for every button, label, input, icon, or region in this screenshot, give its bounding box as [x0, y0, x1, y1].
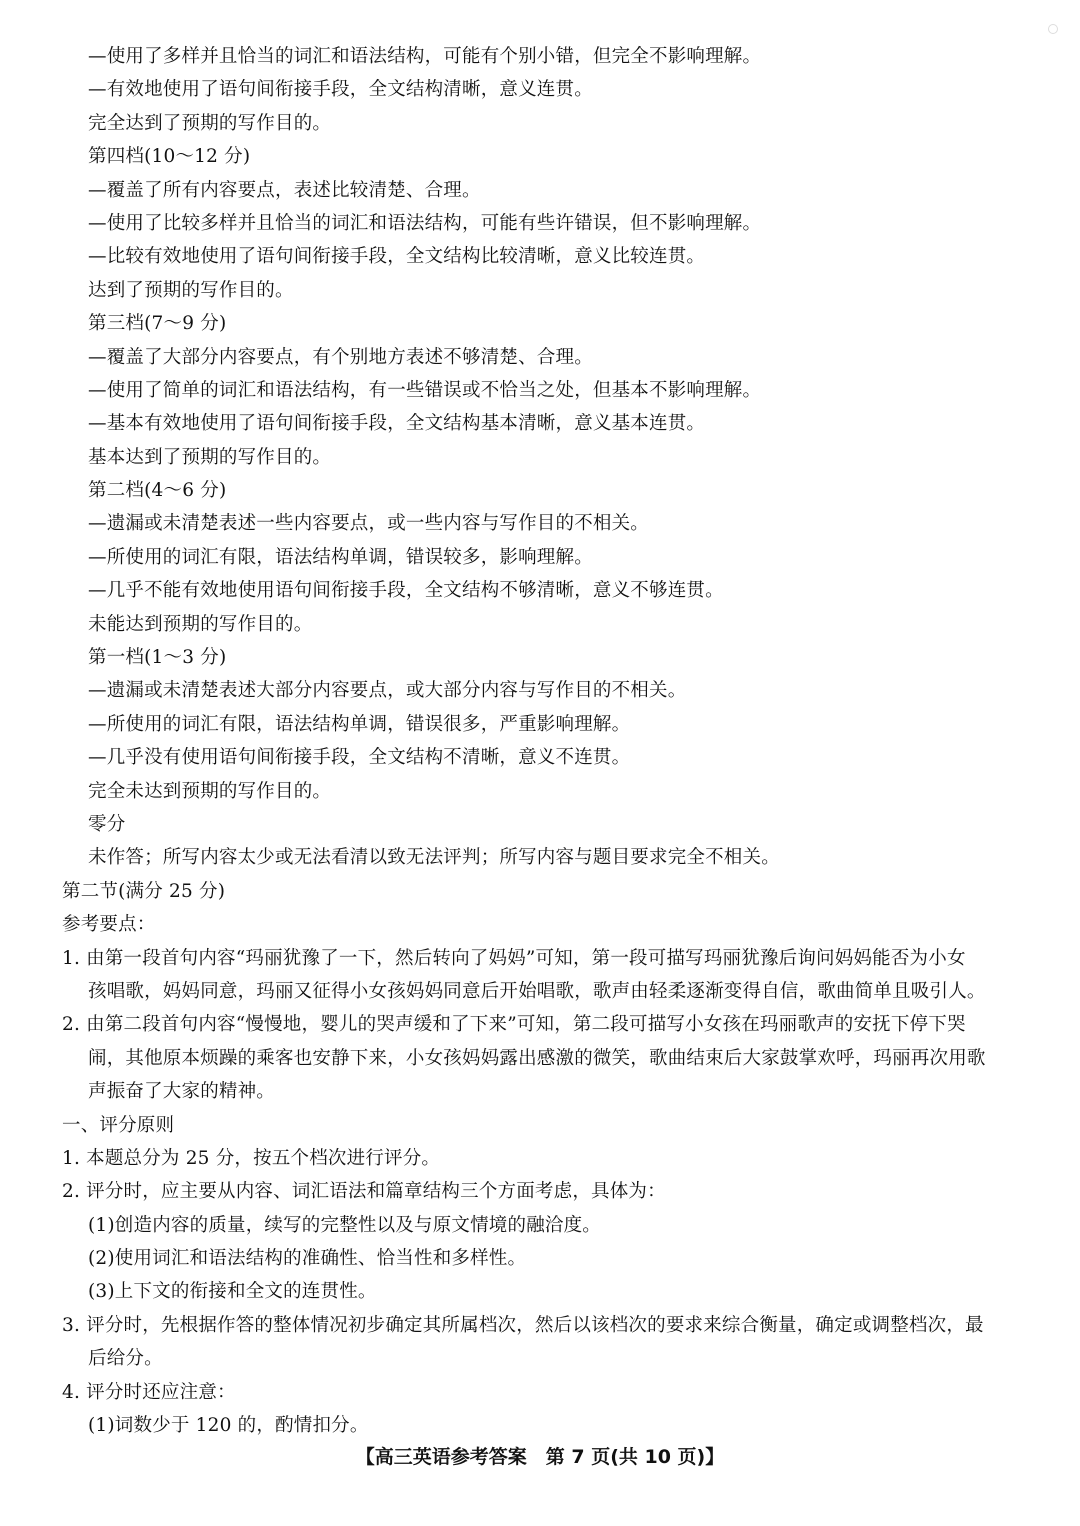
text-line: 基本达到了预期的写作目的。 [88, 446, 332, 468]
text-line: —遗漏或未清楚表述大部分内容要点，或大部分内容与写作目的不相关。 [88, 680, 687, 702]
point-2-cont: 声振奋了大家的精神。 [88, 1081, 276, 1103]
grading-levels [62, 40, 1010, 875]
section-heading: 第二节(满分 25 分) [62, 880, 226, 902]
rule-3: 3. 评分时，先根据作答的整体情况初步确定其所属档次，然后以该档次的要求来综合衡量，确定或调整档次，最 [62, 1314, 984, 1336]
scan-mark-icon [1048, 24, 1058, 34]
text-line: —基本有效地使用了语句间衔接手段，全文结构基本清晰，意义基本连贯。 [88, 413, 706, 435]
text-line: —比较有效地使用了语句间衔接手段，全文结构比较清晰，意义比较连贯。 [88, 246, 706, 268]
text-line: 未能达到预期的写作目的。 [88, 613, 313, 635]
point-1-cont: 孩唱歌，妈妈同意，玛丽又征得小女孩妈妈同意后开始唱歌，歌声由轻柔逐渐变得自信，歌曲简单且吸引人。 [88, 980, 986, 1002]
text-line: —几乎没有使用语句间衔接手段，全文结构不清晰，意义不连贯。 [88, 747, 631, 769]
text-line: —几乎不能有效地使用语句间衔接手段，全文结构不够清晰，意义不够连贯。 [88, 580, 724, 602]
rule-4: 4. 评分时还应注意： [62, 1381, 236, 1403]
rule-1: 1. 本题总分为 25 分，按五个档次进行评分。 [62, 1147, 441, 1169]
text-line: —覆盖了所有内容要点，表述比较清楚、合理。 [88, 179, 481, 201]
rule-2-item-3: (3)上下文的衔接和全文的连贯性。 [88, 1281, 377, 1303]
text-line: —使用了简单的词汇和语法结构，有一些错误或不恰当之处，但基本不影响理解。 [88, 379, 762, 401]
text-line: —所使用的词汇有限，语法结构单调，错误很多，严重影响理解。 [88, 713, 631, 735]
text-line: 完全未达到预期的写作目的。 [88, 780, 332, 802]
text-line: —有效地使用了语句间衔接手段，全文结构清晰，意义连贯。 [88, 79, 593, 101]
text-line: —使用了比较多样并且恰当的词汇和语法结构，可能有些许错误，但不影响理解。 [88, 212, 762, 234]
level-heading: 第二档(4～6 分) [88, 480, 227, 502]
rule-3-cont: 后给分。 [88, 1348, 163, 1370]
reference-heading: 参考要点： [62, 914, 156, 936]
text-line: —覆盖了大部分内容要点，有个别地方表述不够清楚、合理。 [88, 346, 593, 368]
level-heading: 零分 [88, 813, 126, 835]
text-line: 达到了预期的写作目的。 [88, 279, 294, 301]
rule-4-item-1: (1)词数少于 120 的，酌情扣分。 [88, 1415, 369, 1437]
text-line: —所使用的词汇有限，语法结构单调，错误较多，影响理解。 [88, 546, 593, 568]
rule-2: 2. 评分时，应主要从内容、词汇语法和篇章结构三个方面考虑，具体为： [62, 1181, 666, 1203]
point-2: 2. 由第二段首句内容“慢慢地，婴儿的哭声缓和了下来”可知，第二段可描写小女孩在玛丽歌声的安抚下停下哭 [62, 1014, 966, 1036]
text-line: 完全达到了预期的写作目的。 [88, 112, 332, 134]
rule-2-item-1: (1)创造内容的质量，续写的完整性以及与原文情境的融洽度。 [88, 1214, 602, 1236]
point-1: 1. 由第一段首句内容“玛丽犹豫了一下，然后转向了妈妈”可知，第一段可描写玛丽犹豫后询问妈妈能否为小女 [62, 947, 966, 969]
section-two [62, 875, 1010, 1443]
principles-heading: 一、评分原则 [62, 1114, 175, 1136]
point-2-cont: 闹，其他原本烦躁的乘客也安静下来，小女孩妈妈露出感激的微笑，歌曲结束后大家鼓掌欢呼，玛丽再次用歌 [88, 1047, 986, 1069]
text-line: 未作答；所写内容太少或无法看清以致无法评判；所写内容与题目要求完全不相关。 [88, 847, 780, 869]
level-heading: 第一档(1～3 分) [88, 647, 227, 669]
level-heading: 第四档(10～12 分) [88, 146, 251, 168]
level-heading: 第三档(7～9 分) [88, 313, 227, 335]
rule-2-item-2: (2)使用词汇和语法结构的准确性、恰当性和多样性。 [88, 1248, 527, 1270]
text-line: —遗漏或未清楚表述一些内容要点，或一些内容与写作目的不相关。 [88, 513, 650, 535]
page-footer: 【高三英语参考答案 第 7 页(共 10 页)】 [355, 1446, 725, 1468]
text-line: —使用了多样并且恰当的词汇和语法结构，可能有个别小错，但完全不影响理解。 [88, 46, 762, 67]
